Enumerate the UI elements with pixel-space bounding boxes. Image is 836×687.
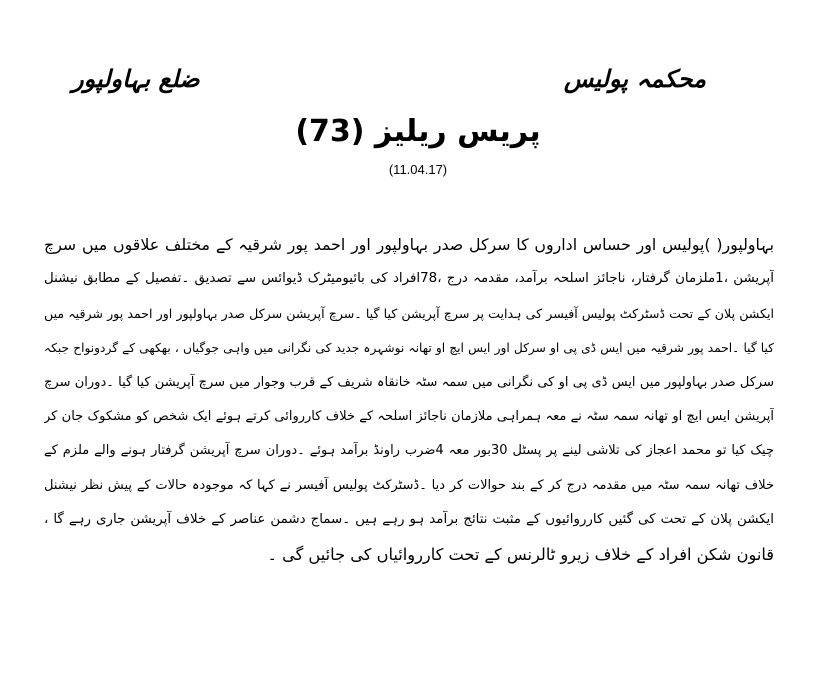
press-release-title: پریس ریلیز (73) <box>295 114 541 149</box>
body-line-last: قانون شکن افراد کے خلاف زیرو ٹالرنس کے تحت کارروائیاں کی جائیں گی ۔ <box>267 544 774 564</box>
body-line: سرکل صدر بہاولپور میں ایس ڈی پی او کی نگرانی میں سمہ سٹہ خانقاہ شریف کے قرب وجوار میں سرچ آپریشن کیا گیا ۔دوران سرچ <box>44 374 774 390</box>
body-line: ایکشن پلان کے تحت کی گئیں کارروائیوں کے مثبت نتائج برآمد ہو رہے ہیں ۔سماج دشمن عناصر کے خلاف آپریشن جاری رہے گا ، <box>44 512 774 528</box>
body-line: بہاولپور( )پولیس اور حساس اداروں کا سرکل صدر بہاولپور اور احمد پور شرقیہ کے مختلف علاقوں میں سرچ <box>44 235 774 254</box>
release-date: (11.04.17) <box>388 162 448 177</box>
body-line: چیک کیا تو محمد اعجاز کی تلاشی لینے پر پسٹل 30بور معہ 4ضرب راونڈ برآمد ہوئے ۔دوران سرچ آپریشن گرفتار ہونے والے ملزم کے <box>44 443 774 459</box>
department-heading: محکمہ پولیس <box>563 65 706 93</box>
press-release-body <box>44 228 774 572</box>
body-line: کیا گیا ۔احمد پور شرقیہ میں ایس ڈی پی او سرکل اور ایس ایچ او تھانہ نوشہرہ جدید کی نگرانی میں واہی جوگیاں ، بھکھی کے گردونواح جبکہ <box>44 341 774 356</box>
body-line: آپریشن ،1ملزمان گرفتار، ناجائز اسلحہ برآمد، مقدمہ درج ،78افراد کی بائیومیٹرک ڈیوائس سے تصدیق ۔تفصیل کے مطابق نیشنل <box>44 271 774 287</box>
body-line: خلاف تھانہ سمہ سٹہ میں مقدمہ درج کر کے بند حوالات کر دیا ۔ڈسٹرکٹ پولیس آفیسر نے کہا کہ موجودہ حالات کے پیش نظر نیشنل <box>44 477 774 493</box>
body-line: آپریشن ایس ایچ او تھانہ سمہ سٹہ نے معہ ہمراہی ملازمان ناجائز اسلحہ کے خلاف کارروائی کرتے ہوئے ایک شخص کو مشکوک جان کر <box>44 408 774 424</box>
district-heading: ضلع بہاولپور <box>72 65 200 93</box>
body-line: ایکشن پلان کے تحت ڈسٹرکٹ پولیس آفیسر کی ہدایت پر سرچ آپریشن کیا گیا ۔سرچ آپریشن سرکل صدر بہاولپور اور احمد پور شرقیہ میں <box>44 305 774 321</box>
